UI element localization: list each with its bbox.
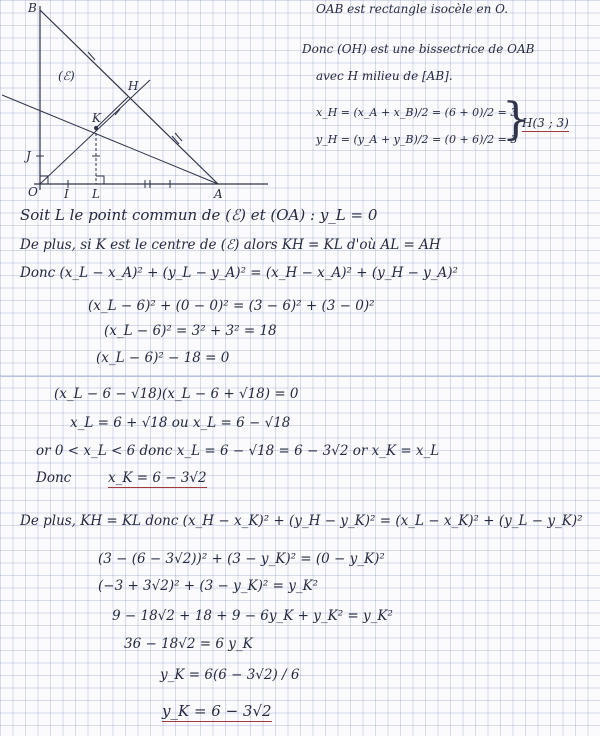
eq-9: (−3 + 3√2)² + (3 − y_K)² = y_K² [98,578,319,594]
soit-line: Soit L le point commun de (ℰ) et (OA) : y_L = 0 [20,206,378,224]
eq-8: (3 − (6 − 3√2))² + (3 − y_K)² = (0 − y_K)² [98,551,385,567]
eq-4: (x_L − 6)² − 18 = 0 [96,350,230,366]
segment-ab [40,10,218,184]
eq-5: (x_L − 6 − √18)(x_L − 6 + √18) = 0 [54,386,299,402]
yk-result: y_K = 6 − 3√2 [162,702,272,720]
label-circle: (ℰ) [58,69,75,83]
eq-12: y_K = 6(6 − 3√2) / 6 [160,667,300,683]
label-h: H [128,79,139,93]
label-k: K [92,111,101,125]
h-result: H(3 ; 3) [522,116,569,130]
geometry-figure [0,0,290,200]
note-line3: avec H milieu de [AB]. [316,69,453,83]
note-line2: Donc (OH) est une bissectrice de OAB [302,42,535,56]
point-k [94,126,98,130]
label-i: I [64,187,69,200]
note-yh: y_H = (y_A + y_B)/2 = (0 + 6)/2 = 3 [316,133,518,146]
tick-ha-2 [175,133,182,141]
eq-6: x_L = 6 + √18 ou x_L = 6 − √18 [70,415,291,431]
note-xh: x_H = (x_A + x_B)/2 = (6 + 0)/2 = 3 [316,106,518,119]
label-l: L [92,187,100,200]
brace: } [502,94,530,145]
label-a: A [214,187,223,200]
donc-line-2: Donc [36,470,72,486]
eq-7: or 0 < x_L < 6 donc x_L = 6 − √18 = 6 − 3√2 or x_K = x_L [36,443,440,459]
page-separator [0,376,600,377]
label-o: O [28,185,38,199]
note-line1: OAB est rectangle isocèle en O. [316,2,509,16]
eq-11: 36 − 18√2 = 6 y_K [124,636,253,652]
right-angle-l [96,176,104,184]
eq-2: (x_L − 6)² + (0 − 0)² = (3 − 6)² + (3 − 0)² [88,298,375,314]
eq-10: 9 − 18√2 + 18 + 9 − 6y_K + y_K² = y_K² [112,608,393,624]
deplus-line-1: De plus, si K est le centre de (ℰ) alors KH = KL d'où AL = AH [20,237,441,253]
line-ka [2,95,218,184]
deplus-line-2: De plus, KH = KL donc (x_H − x_K)² + (y_H − y_K)² = (x_L − x_K)² + (y_L − y_K)² [20,513,583,529]
label-b: B [28,1,37,15]
donc-line-1: Donc (x_L − x_A)² + (y_L − y_A)² = (x_H − x_A)² + (y_H − y_A)² [20,265,458,281]
label-j: J [26,149,31,163]
eq-3: (x_L − 6)² = 3² + 3² = 18 [104,323,277,339]
xk-result: x_K = 6 − 3√2 [108,470,207,486]
tick-bh [88,52,95,60]
bisector-oh [40,80,150,184]
